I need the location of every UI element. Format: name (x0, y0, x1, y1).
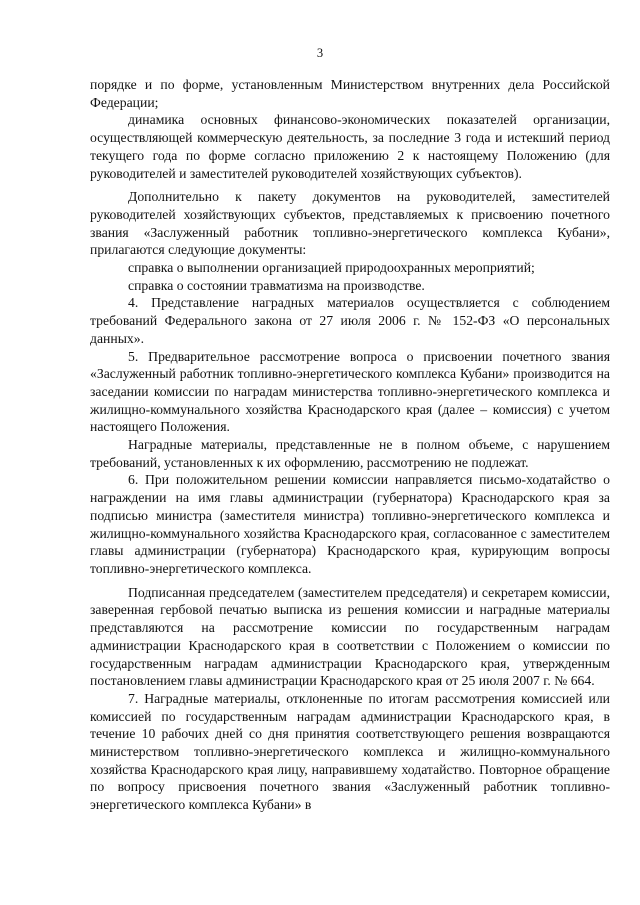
paragraph: порядке и по форме, установленным Министерством внутренних дела Российской Федерации; (90, 77, 610, 110)
paragraph: динамика основных финансово-экономических показателей организации, осуществляющей коммерческую деятельность, за последние 3 года и истекший период текущего года по форме согласно приложению 2 к настоящему Положению (для руководителей и заместителей руководителей хозяйствующих субъектов). (90, 112, 610, 181)
paragraph: Подписанная председателем (заместителем председателя) и секретарем комиссии, заверенная гербовой печатью выписка из решения комиссии и наградные материалы представляются на рассмотрение комиссии по государственным наградам администрации Краснодарского края в соответствии с Положением о комиссии по государственным наградам администрации Краснодарского края, утвержденным постановлением главы администрации Краснодарского края от 25 июля 2007 г. № 664. (90, 584, 610, 689)
paragraph: 4. Представление наградных материалов осуществляется с соблюдением требований Федерального закона от 27 июля 2006 г. № 152-ФЗ «О персональных данных». (90, 295, 610, 346)
paragraph: 5. Предварительное рассмотрение вопроса о присвоении почетного звания «Заслуженный работник топливно-энергетического комплекса Кубани» производится на заседании комиссии по наградам министерства топливно-энергетического комплекса и жилищно-коммунального хозяйства Краснодарского края (далее – комиссия) с учетом настоящего Положения. (90, 348, 610, 435)
document-body (90, 76, 610, 814)
paragraph: 7. Наградные материалы, отклоненные по итогам рассмотрения комиссией или комиссией по государственным наградам администрации Краснодарского края, в течение 10 рабочих дней со дня принятия соответствующего решения возвращаются министерством топливно-энергетического комплекса и жилищно-коммунального хозяйства Краснодарского края лицу, направившему ходатайство. Повторное обращение по вопросу присвоения почетного звания «Заслуженный работник топливно-энергетического комплекса Кубани» в (90, 690, 610, 813)
paragraph: 6. При положительном решении комиссии направляется письмо-ходатайство о награждении на имя главы администрации (губернатора) Краснодарского края за подписью министра (заместителя министра) топливно-энергетического комплекса и жилищно-коммунального хозяйства Краснодарского края, согласованное с заместителем главы администрации (губернатора) Краснодарского края, курирующим вопросы топливно-энергетического комплекса. (90, 472, 610, 576)
paragraph: Дополнительно к пакету документов на руководителей, заместителей руководителей хозяйствующих субъектов, представляемых к присвоению почетного звания «Заслуженный работник топливно-энергетического комплекса Кубани», прилагаются следующие документы: (90, 189, 610, 258)
page-number: 3 (316, 46, 324, 60)
paragraph: Наградные материалы, представленные не в полном объеме, с нарушением требований, установленных к их оформлению, рассмотрению не подлежат. (90, 437, 610, 470)
paragraph: справка о состоянии травматизма на производстве. (128, 277, 425, 293)
paragraph: справка о выполнении организацией природоохранных мероприятий; (128, 260, 535, 276)
